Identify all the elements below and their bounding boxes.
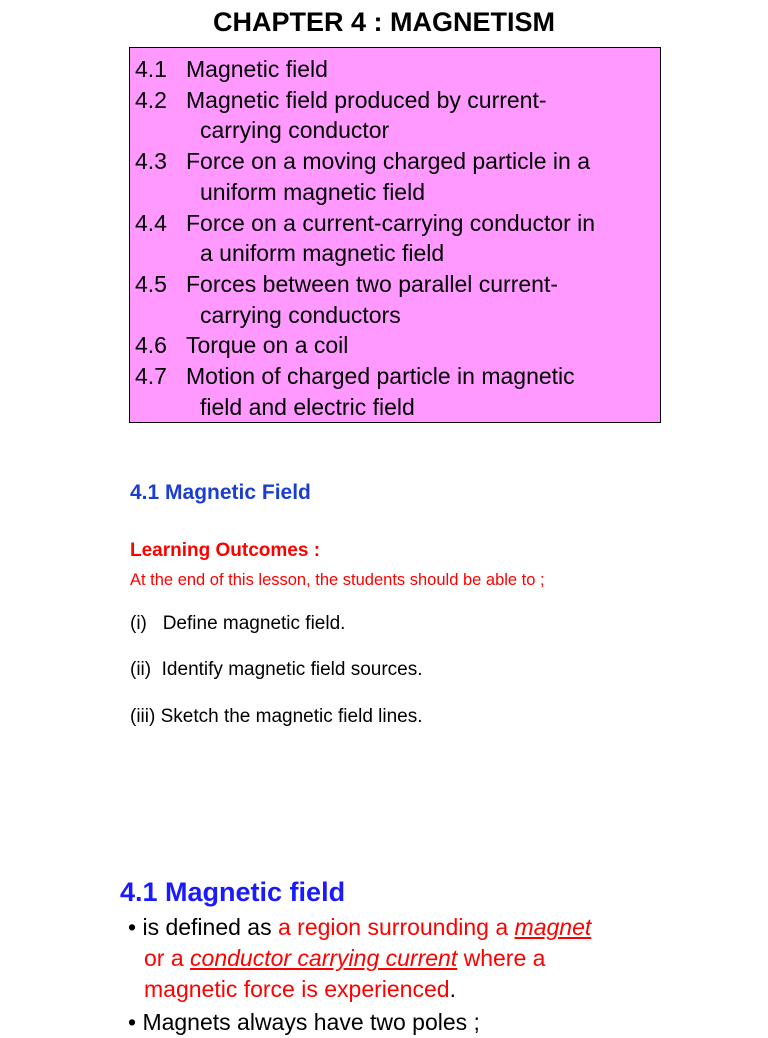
slide-heading: 4.1 Magnetic field [120, 877, 346, 907]
toc-text: Torque on a coil [186, 332, 349, 359]
toc-continuation: field and electric field [200, 393, 415, 420]
toc-continuation: a uniform magnetic field [200, 240, 445, 267]
bullet-icon: • [128, 914, 137, 940]
toc-text: Motion of charged particle in magnetic [186, 363, 575, 390]
objective-item: (iii) Sketch the magnetic field lines. [130, 706, 423, 727]
table-of-contents [129, 47, 661, 423]
objective-item: (i) Define magnetic field. [130, 613, 346, 634]
toc-number: 4.4 [135, 209, 167, 236]
def-part: . [449, 976, 456, 1002]
toc-item [135, 361, 660, 392]
toc-number: 4.7 [135, 363, 167, 390]
section-heading: 4.1 Magnetic Field [130, 481, 311, 504]
bullet-item: • Magnets always have two poles ; [128, 1009, 480, 1035]
learning-outcomes-title: Learning Outcomes : [130, 540, 321, 561]
toc-continuation: carrying conductors [200, 301, 401, 328]
def-emphasis: conductor carrying current [190, 945, 458, 971]
def-part: where a [457, 945, 546, 971]
toc-item [135, 208, 660, 239]
toc-text: Magnetic field [186, 56, 328, 82]
toc-number: 4.6 [135, 332, 167, 359]
toc-item [135, 269, 660, 300]
definition-paragraph [128, 912, 688, 1005]
toc-number: 4.5 [135, 270, 167, 297]
def-part: a region surrounding a [277, 914, 515, 940]
toc-item [135, 85, 660, 116]
def-line [128, 943, 688, 974]
toc-number: 4.3 [135, 148, 167, 175]
objective-item: (ii) Identify magnetic field sources. [130, 659, 423, 680]
toc-continuation: carrying conductor [200, 117, 390, 144]
toc-number: 4.2 [135, 86, 167, 113]
def-part: is defined as [142, 914, 278, 940]
toc-item [135, 146, 660, 177]
toc-continuation: uniform magnetic field [200, 178, 425, 205]
toc-item [135, 330, 660, 361]
def-line [128, 974, 688, 1005]
def-part: magnetic force is experienced [144, 976, 450, 1002]
toc-item [135, 54, 660, 85]
toc-text: Forces between two parallel current- [186, 270, 558, 297]
learning-outcomes-intro: At the end of this lesson, the students should be able to ; [130, 571, 545, 589]
toc-text: Force on a current-carrying conductor in [186, 209, 596, 236]
toc-text: Magnetic field produced by current- [186, 86, 547, 113]
toc-number: 4.1 [135, 56, 167, 82]
def-part: or a [144, 945, 191, 971]
toc-text: Force on a moving charged particle in a [186, 148, 590, 175]
chapter-title: CHAPTER 4 : MAGNETISM [212, 7, 555, 37]
def-emphasis: magnet [514, 914, 592, 940]
